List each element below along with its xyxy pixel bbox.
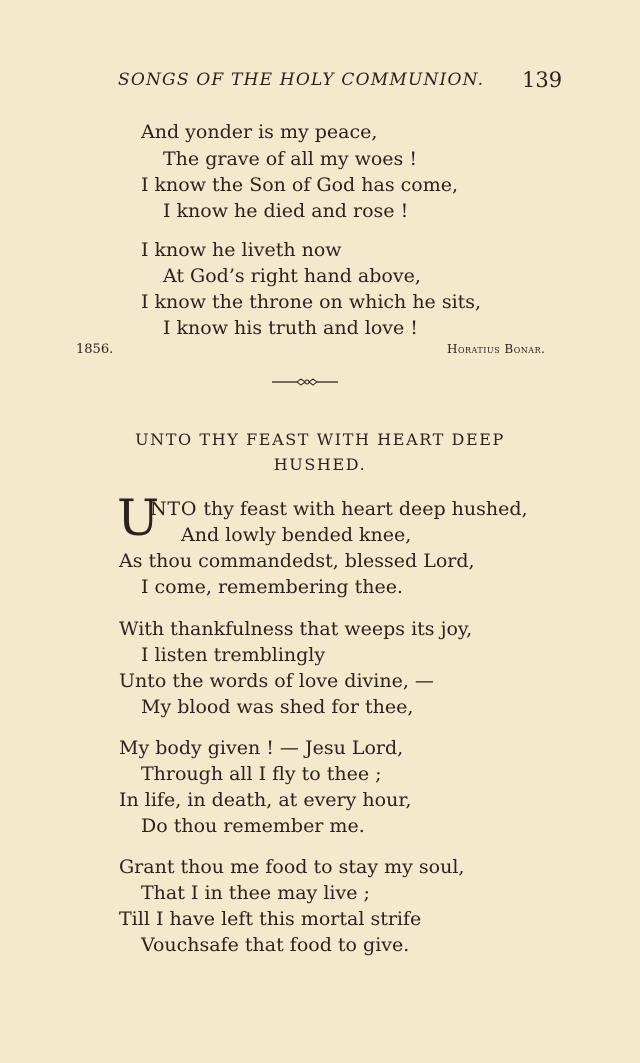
verse-line: My body given ! — Jesu Lord,	[119, 737, 404, 759]
poem-title-continued: HUSHED.	[273, 455, 367, 474]
verse-line: I come, remembering thee.	[141, 576, 403, 598]
verse-line: Till I have left this mortal strife	[119, 908, 422, 930]
verse-line: Do thou remember me.	[141, 815, 365, 837]
verse-line: And yonder is my peace,	[141, 121, 378, 143]
ornament-divider-icon	[272, 376, 338, 388]
verse-line: Through all I fly to thee ;	[141, 763, 382, 785]
verse-line: I listen tremblingly	[141, 644, 326, 666]
page-number: 139	[522, 68, 563, 92]
verse-line-first	[150, 500, 528, 519]
verse-line: Grant thou me food to stay my soul,	[119, 856, 465, 878]
verse-line: In life, in death, at every hour,	[119, 789, 412, 811]
verse-line: As thou commandedst, blessed Lord,	[119, 550, 475, 572]
verse-line: With thankfulness that weeps its joy,	[119, 618, 473, 640]
verse-line: That I in thee may live ;	[141, 882, 370, 904]
verse-line: I know he died and rose !	[163, 200, 409, 222]
verse-line: I know his truth and love !	[163, 317, 418, 339]
drop-cap: U	[117, 489, 160, 547]
verse-line: I know the Son of God has come,	[141, 174, 458, 196]
verse-line: I know he liveth now	[141, 239, 342, 261]
verse-line: Unto the words of love divine, —	[119, 670, 434, 692]
verse-line: At God’s right hand above,	[163, 265, 421, 287]
verse-line: I know the throne on which he sits,	[141, 291, 482, 313]
poem-title: UNTO THY FEAST WITH HEART DEEP	[135, 430, 505, 449]
verse-line: And lowly bended knee,	[181, 524, 412, 546]
first-line-text: thy feast with heart deep hushed,	[197, 498, 528, 520]
poem-year: 1856.	[76, 342, 114, 357]
verse-line: The grave of all my woes !	[163, 148, 417, 170]
verse-line: Vouchsafe that food to give.	[141, 934, 410, 956]
running-head: SONGS OF THE HOLY COMMUNION.	[118, 70, 485, 90]
verse-line: My blood was shed for thee,	[141, 696, 414, 718]
small-caps-word: NTO	[150, 498, 198, 520]
poem-author: Horatius Bonar.	[447, 342, 546, 356]
